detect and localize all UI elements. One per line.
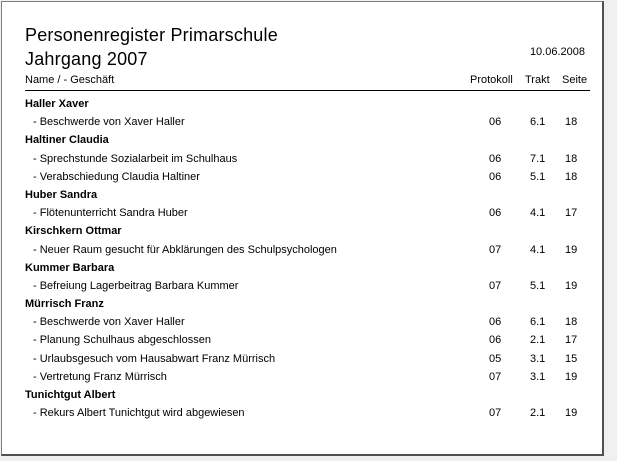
entry-seite: 17 — [565, 334, 578, 347]
entry-description: - Beschwerde von Xaver Haller — [33, 316, 185, 329]
entry-seite: 18 — [565, 152, 578, 165]
entry-protokoll: 06 — [489, 316, 502, 329]
entry-trakt: 4.1 — [530, 243, 546, 256]
entry-seite: 19 — [565, 243, 578, 256]
register-entry — [25, 277, 590, 295]
entry-trakt: 6.1 — [530, 116, 546, 129]
entry-seite: 19 — [565, 279, 578, 292]
entry-protokoll: 06 — [489, 116, 502, 129]
entry-trakt: 2.1 — [530, 407, 546, 420]
entry-seite: 17 — [565, 207, 578, 220]
column-trakt: Trakt — [525, 74, 550, 86]
person-name: Tunichtgut Albert — [25, 389, 116, 401]
column-protokoll: Protokoll — [470, 74, 513, 86]
entry-seite: 19 — [565, 370, 578, 383]
entry-seite: 18 — [565, 316, 578, 329]
entry-trakt: 4.1 — [530, 207, 546, 220]
column-name: Name / - Geschäft — [25, 74, 115, 86]
register-entry — [25, 313, 590, 331]
column-header — [25, 74, 590, 91]
entry-seite: 19 — [565, 407, 578, 420]
entry-description: - Sprechstunde Sozialarbeit im Schulhaus — [33, 152, 238, 165]
entry-description: - Urlaubsgesuch vom Hausabwart Franz Mürrisch — [33, 352, 276, 365]
person-name: Kirschkern Ottmar — [25, 225, 122, 238]
entry-protokoll: 06 — [489, 334, 502, 347]
register-entry — [25, 113, 590, 131]
register-list — [25, 95, 590, 422]
person-name: Huber Sandra — [25, 188, 98, 201]
entry-protokoll: 05 — [489, 352, 502, 365]
entry-trakt: 6.1 — [530, 316, 546, 329]
register-entry — [25, 204, 590, 222]
register-entry — [25, 241, 590, 259]
entry-description: - Rekurs Albert Tunichtgut wird abgewiesen — [33, 407, 245, 420]
entry-protokoll: 06 — [489, 152, 502, 165]
entry-trakt: 5.1 — [530, 170, 546, 183]
register-entry — [25, 331, 590, 349]
entry-protokoll: 06 — [489, 170, 502, 183]
entry-trakt: 5.1 — [530, 279, 546, 292]
entry-description: - Planung Schulhaus abgeschlossen — [33, 334, 211, 347]
entry-protokoll: 07 — [489, 243, 502, 256]
entry-description: - Verabschiedung Claudia Haltiner — [33, 170, 200, 183]
person-name: Haltiner Claudia — [25, 134, 109, 147]
entry-description: - Vertretung Franz Mürrisch — [33, 370, 167, 383]
register-entry — [25, 168, 590, 186]
person-name: Kummer Barbara — [25, 261, 115, 274]
report-page — [1, 1, 604, 456]
entry-description: - Flötenunterricht Sandra Huber — [33, 207, 188, 220]
entry-trakt: 7.1 — [530, 152, 546, 165]
report-title: Personenregister Primarschule — [25, 25, 278, 45]
entry-seite: 18 — [565, 116, 578, 129]
report-subtitle: Jahrgang 2007 — [25, 49, 148, 69]
register-entry — [25, 150, 590, 168]
entry-protokoll: 07 — [489, 407, 502, 420]
entry-seite: 18 — [565, 170, 578, 183]
report-date: 10.06.2008 — [529, 46, 585, 58]
entry-trakt: 3.1 — [530, 370, 546, 383]
entry-description: - Neuer Raum gesucht für Abklärungen des Schulpsychologen — [33, 243, 337, 256]
register-entry — [25, 404, 590, 422]
person-name: Haller Xaver — [25, 98, 89, 110]
person-name: Mürrisch Franz — [25, 298, 104, 311]
register-entry — [25, 350, 590, 368]
column-seite: Seite — [562, 74, 588, 86]
entry-protokoll: 07 — [489, 279, 502, 292]
entry-description: - Befreiung Lagerbeitrag Barbara Kummer — [33, 279, 239, 292]
entry-trakt: 2.1 — [530, 334, 546, 347]
entry-protokoll: 07 — [489, 370, 502, 383]
entry-trakt: 3.1 — [530, 352, 546, 365]
entry-protokoll: 06 — [489, 207, 502, 220]
register-entry — [25, 368, 590, 386]
entry-description: - Beschwerde von Xaver Haller — [33, 116, 185, 129]
entry-seite: 15 — [565, 352, 578, 365]
